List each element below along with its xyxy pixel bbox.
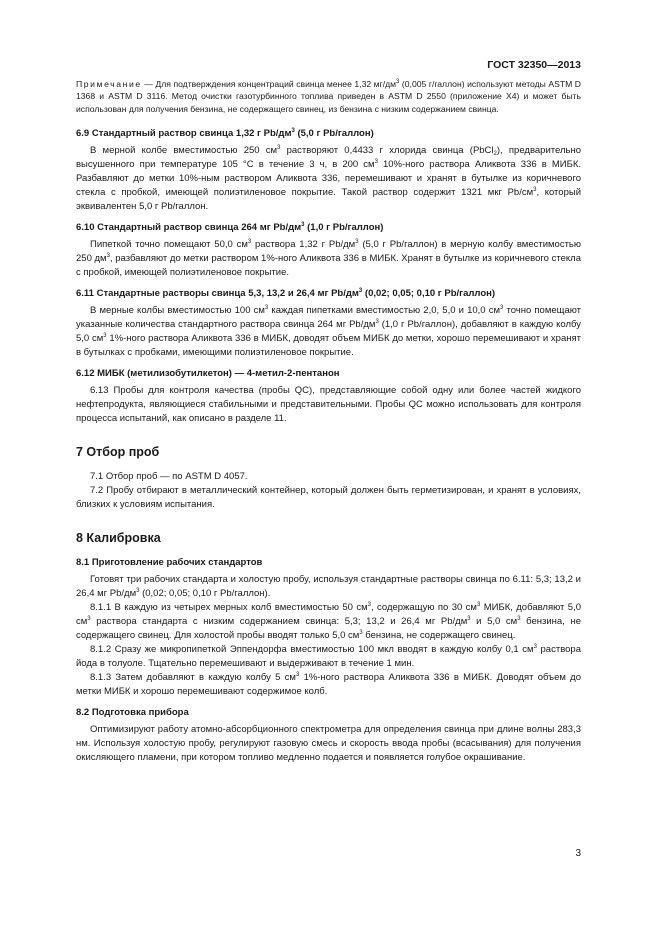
section-6-10-heading	[76, 221, 581, 235]
note-paragraph	[76, 78, 581, 115]
sup: 3	[396, 79, 400, 85]
sup: 3	[106, 252, 110, 259]
text-part: Пипеткой точно помещают 50,0 см	[90, 238, 248, 250]
text-part: 10%-ного раствора Аликвота 336 в МИБК. Разбавляют до метки 10%-ным раствором Аликвота 336, перемешивают и хранят в бутылке из коричневого стекла с пробкой, имеющей полиэтиленовое покрытие. Такой раствор содержит 1321 мкг Pb/см	[76, 158, 581, 198]
section-8-heading: 8 Калибровка	[76, 530, 161, 545]
sup: 3	[358, 287, 363, 294]
section-7-1-text: 7.1 Отбор проб — по ASTM D 4057.	[90, 470, 248, 482]
page-number: 3	[575, 848, 581, 859]
sup: 3	[499, 304, 504, 311]
sup: 3	[277, 144, 281, 151]
sup: 3	[467, 615, 471, 622]
text-part: , разбавляют до метки раствором 1%-ного Аликвота 336 в МИБК. Хранят в бутылке из коричневого стекла с пробкой, имеющей полиэтиленовое покрытие.	[76, 252, 581, 278]
note-text-2: (0,005 г/галлон) используют методы ASTM D 1368 и ASTM D 3116. Метод очистки газотурбинного топлива приведен в ASTM D 2550 (приложение X4) и может быть использован для получения бензина, не содержащего свинец, из бензина с низким содержанием свинца.	[76, 79, 581, 114]
section-6-13-text: 6.13 Пробы для контроля качества (пробы QC), представляющие собой одну или более частей жидкого нефтепродукта, являющиеся стабильными и представительными. Пробы QC можно использовать для контроля процесса испытаний, как описано в разделе 11.	[76, 384, 581, 424]
section-7-2-text: 7.2 Пробу отбирают в металлический контейнер, который должен быть герметизирован, и хранят в условиях, близких к условиям испытания.	[76, 484, 581, 510]
standard-number: ГОСТ 32350—2013	[487, 59, 581, 71]
text-part: раствора стандарта с низким содержанием свинца: 5,3; 13,2 и 26,4 мг Pb/дм	[90, 615, 468, 627]
sup: 3	[264, 304, 269, 311]
sup: 3	[87, 615, 91, 622]
text-part: В мерной колбе вместимостью 250 см	[90, 144, 278, 156]
section-7-heading: 7 Отбор проб	[76, 444, 160, 459]
text-part: , который эквивалентен 5,0 г Pb/галлон.	[76, 186, 582, 212]
heading-tail: (5,0 г Pb/галлон)	[294, 127, 374, 139]
text-part: (1,0 г Pb/галлон), добавляют в каждую колбу 5,0 см	[76, 318, 581, 344]
section-8-2-text: Оптимизируют работу атомно-абсорбционного спектрометра для определения свинца при длине волны 283,3 нм. Используя холостую пробу, регулируют газовую смесь и скорость ввода пробы (всасывания) для получения окисляющего пламени, при котором топливо медленно подается и появляется голубое окрашивание.	[76, 723, 581, 763]
text-part: Готовят три рабочих стандарта и холостую пробу, используя стандартные растворы свинца по 6.11: 5,3; 13,2 и 26,4 мг Pb/дм	[76, 573, 581, 599]
heading-text: 6.10 Стандартный раствор свинца 264 мг Pb/дм	[76, 221, 302, 233]
sub: 2	[493, 150, 497, 157]
sup: 3	[103, 332, 107, 339]
section-8-1-heading: 8.1 Приготовление рабочих стандартов	[76, 556, 263, 568]
text-part: 1%-ного раствора Аликвота 336 в МИБК, доводят объем МИБК до метки, хорошо перемешивают и хранят в бутылках с пробками, имеющими полиэтиленовое покрытие.	[76, 332, 581, 358]
text-part: 8.1.1 В каждую из четырех мерных колб вместимостью 50 см	[90, 601, 368, 613]
sup: 3	[301, 221, 305, 228]
sup: 3	[375, 318, 379, 325]
section-6-9-text	[76, 144, 581, 214]
text-part: 8.1.3 Затем добавляют в каждую колбу 5 см	[90, 671, 296, 683]
text-part: 8.1.2 Сразу же микропипеткой Эппендорфа вместимостью 100 мкл вводят в каждую колбу 0,1 см	[90, 643, 534, 655]
section-6-10-text	[76, 238, 581, 280]
text-part: (5,0 г Pb/галлон) в мерную колбу вместимостью 250 дм	[76, 238, 582, 264]
note-text-1: — Для подтверждения концентраций свинца менее 1,32 мг/дм	[141, 79, 397, 89]
text-part: раствора 1,32 г Pb/дм	[251, 238, 356, 250]
text-part: точно помещают указанные количества стандартного раствора свинца 264 мг Pb/дм	[76, 304, 582, 330]
text-part: 1%-ного раствора Аликвота 336 в МИБК. Доводят объем до метки МИБК и хорошо перемешивают содержимое колб.	[76, 671, 581, 697]
text-part: и 5,0 см	[470, 615, 518, 627]
heading-tail: (0,02; 0,05; 0,10 г Pb/галлон)	[362, 287, 496, 299]
section-8-1-1-text	[76, 601, 581, 643]
text-part: ), предварительно высушенного при температуре 105 °С в течение 3 ч, в 200 см	[76, 144, 581, 170]
heading-tail: (1,0 г Pb/галлон)	[304, 221, 384, 233]
text-part: , содержащую по 30 см	[370, 601, 477, 613]
text-part: бензина, не содержащего свинец.	[362, 629, 516, 641]
text-part: раствора йода в толуоле. Тщательно перемешивают и выдерживают в течение 1 мин.	[76, 643, 581, 669]
section-8-1-intro	[76, 573, 581, 601]
sup: 3	[295, 671, 300, 678]
sup: 3	[136, 587, 140, 594]
section-8-1-2-text	[76, 643, 581, 671]
section-6-11-text	[76, 304, 581, 360]
text-part: растворяют 0,4433 г хлорида свинца (PbCl	[280, 144, 494, 156]
heading-text: 6.9 Стандартный раствор свинца 1,32 г Pb/дм	[76, 127, 292, 139]
sup: 3	[533, 186, 537, 193]
sup: 3	[247, 238, 252, 245]
sup: 3	[355, 238, 359, 245]
sup: 3	[517, 615, 521, 622]
sup: 3	[374, 158, 378, 165]
text-part: каждая пипетками вместимостью 2,0, 5,0 и 10,0 см	[268, 304, 500, 316]
section-6-11-heading	[76, 287, 581, 301]
note-lead: Примечание	[76, 79, 142, 89]
text-part: бензина, не содержащего свинец. Для холостой пробы вводят только 5,0 см	[76, 615, 581, 641]
sup: 3	[359, 629, 363, 636]
section-6-12-heading: 6.12 МИБК (метилизобутилкетон) — 4-метил-2-пентанон	[76, 367, 340, 379]
text-part: (0,02; 0,05; 0,10 г Pb/галлон).	[139, 587, 271, 599]
section-8-1-3-text	[76, 671, 581, 699]
heading-text: 6.11 Стандартные растворы свинца 5,3, 13,2 и 26,4 мг Pb/дм	[76, 287, 359, 299]
text-part: МИБК, добавляют 5,0 см	[76, 601, 581, 627]
section-6-9-heading	[76, 127, 581, 141]
text-part: В мерные колбы вместимостью 100 см	[90, 304, 265, 316]
sup: 3	[476, 601, 481, 608]
sup: 3	[291, 127, 295, 134]
sup: 3	[367, 601, 371, 608]
section-8-2-heading: 8.2 Подготовка прибора	[76, 706, 189, 718]
sup: 3	[533, 643, 537, 650]
